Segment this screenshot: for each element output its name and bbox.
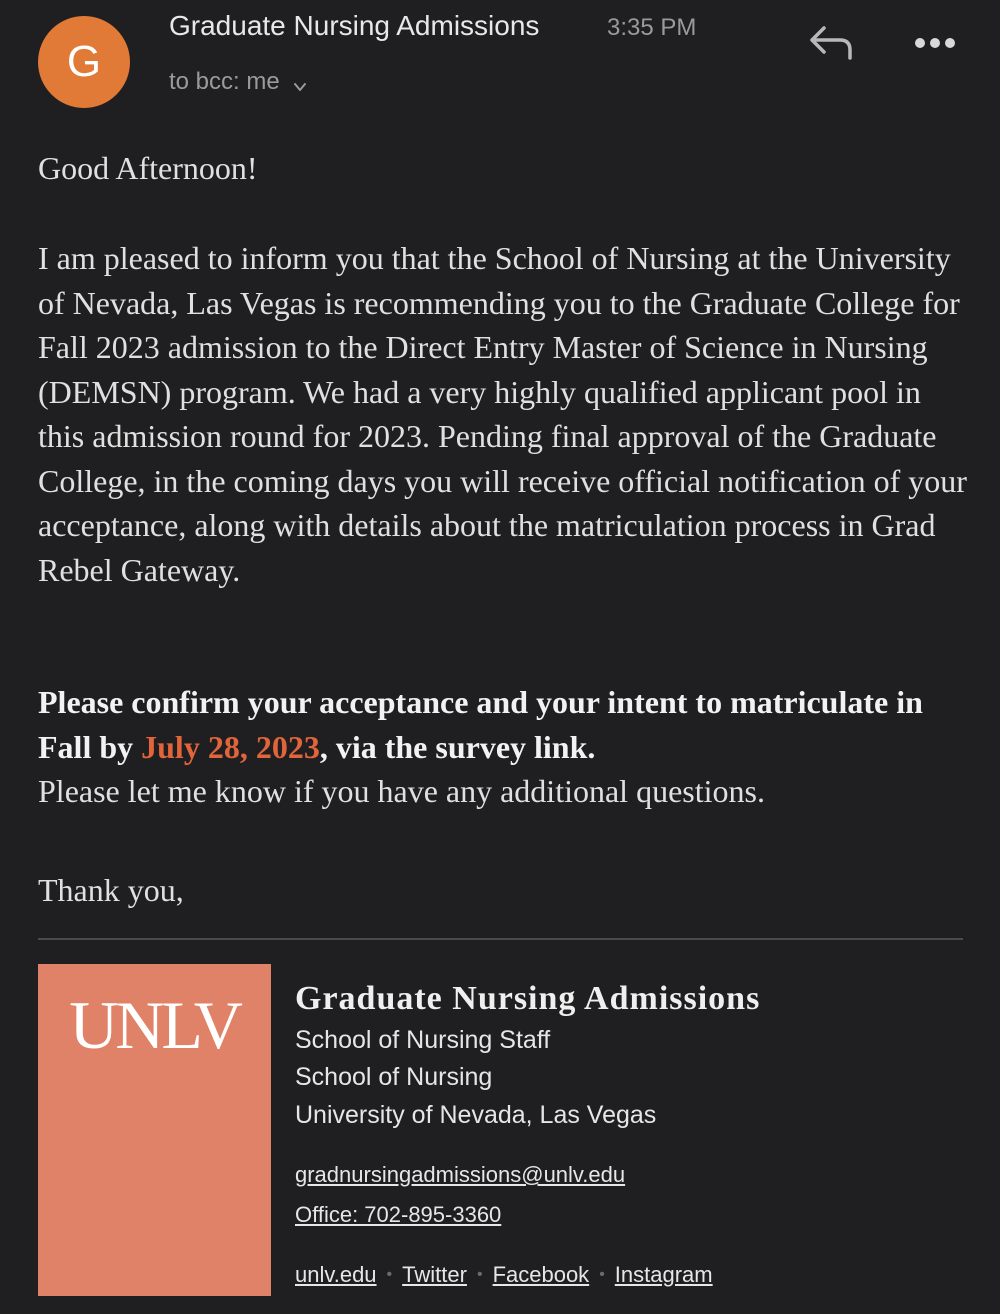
signature-role: School of Nursing Staff [295, 1026, 551, 1054]
link-twitter[interactable]: Twitter [402, 1262, 467, 1287]
logo-wordmark: UNLV [69, 987, 240, 1063]
sender-name[interactable]: Graduate Nursing Admissions [169, 10, 540, 41]
separator: • [386, 1266, 393, 1283]
reply-button[interactable] [806, 22, 858, 66]
email-link[interactable]: gradnursingadmissions@unlv.edu [295, 1162, 626, 1187]
signature-divider [38, 938, 963, 940]
survey-link-text: , via the survey link. [319, 728, 596, 765]
more-options-button[interactable] [908, 26, 962, 60]
link-unlv-website[interactable]: unlv.edu [295, 1262, 377, 1287]
sender-avatar[interactable]: G [38, 16, 130, 108]
timestamp: 3:35 PM [607, 14, 697, 41]
email-header [0, 0, 1000, 130]
separator: • [476, 1266, 483, 1283]
chevron-down-icon [292, 74, 308, 90]
phone-link[interactable]: Office: 702-895-3360 [295, 1202, 502, 1227]
link-instagram[interactable]: Instagram [614, 1262, 713, 1287]
recipient-toggle[interactable] [169, 68, 308, 96]
social-links [295, 1262, 713, 1288]
questions-text: Please let me know if you have any additional questions. [38, 773, 765, 809]
signature-department: School of Nursing [295, 1063, 493, 1091]
unlv-logo [38, 964, 271, 1296]
deadline-date[interactable]: July 28, 2023 [141, 728, 320, 765]
separator: • [599, 1266, 605, 1283]
signature-name: Graduate Nursing Admissions [295, 980, 761, 1017]
closing: Thank you, [38, 872, 184, 908]
more-icon [908, 47, 962, 64]
recipient-label: to bcc: me [169, 68, 280, 95]
confirmation-paragraph [38, 680, 968, 814]
body-paragraph: I am pleased to inform you that the School of Nursing at the University of Nevada, Las Vegas is recommending you to the Graduate College for Fall 2023 admission to the Direct Entry Master of Science in Nursing (DEMSN) program. We had a very highly qualified applicant pool in this admission round for 2023. Pending final approval of the Graduate College, in the coming days you will receive official notification of your acceptance, along with details about the matriculation process in Grad Rebel Gateway. [38, 240, 967, 588]
signature-university: University of Nevada, Las Vegas [295, 1101, 657, 1129]
link-facebook[interactable]: Facebook [492, 1262, 590, 1287]
reply-icon [806, 53, 858, 70]
greeting: Good Afternoon! [38, 150, 258, 186]
confirm-text-bold: Please confirm your acceptance and your intent to matriculate in Fall by [38, 684, 923, 765]
